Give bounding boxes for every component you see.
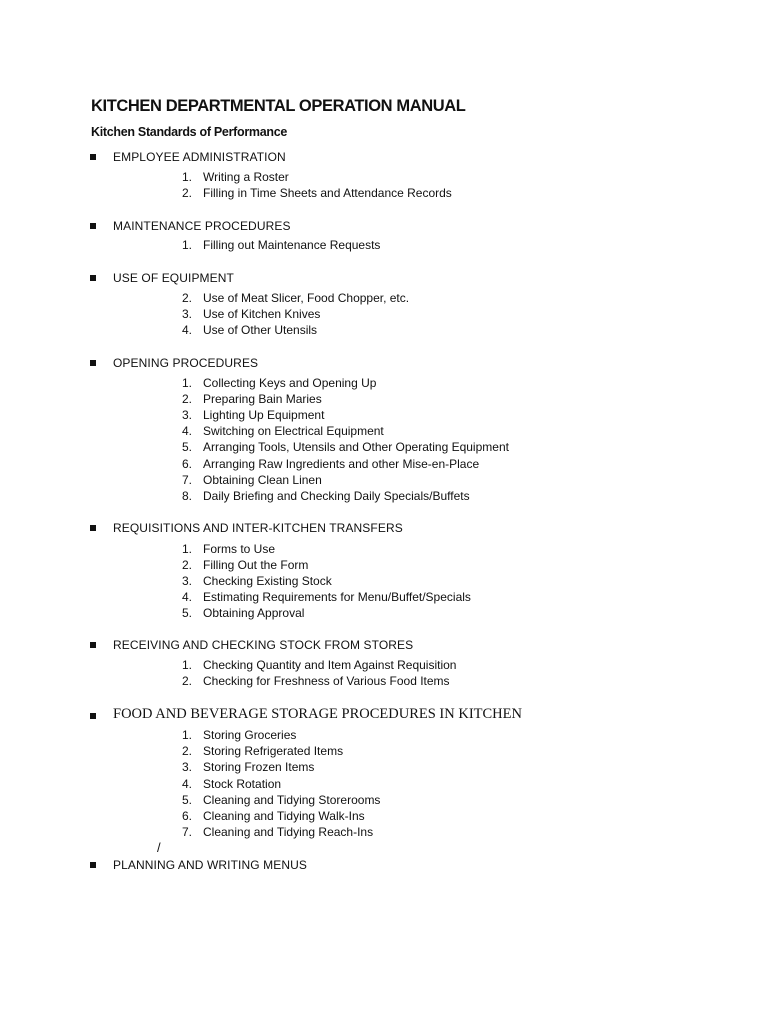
item-text: Storing Refrigerated Items xyxy=(203,744,344,758)
item-number: 3. xyxy=(181,408,192,422)
item-number: 5. xyxy=(181,793,192,807)
item-number: 3. xyxy=(181,307,192,321)
item-text: Obtaining Approval xyxy=(203,606,305,620)
list-item xyxy=(0,424,768,440)
item-text: Obtaining Clean Linen xyxy=(203,473,322,487)
item-text: Preparing Bain Maries xyxy=(203,392,322,406)
item-number: 3. xyxy=(181,574,192,588)
list-item xyxy=(0,170,768,186)
section-heading: RECEIVING AND CHECKING STOCK FROM STORES xyxy=(113,638,414,652)
page-subtitle: Kitchen Standards of Performance xyxy=(91,125,288,139)
item-text: Forms to Use xyxy=(203,542,276,556)
item-text: Filling in Time Sheets and Attendance Records xyxy=(203,186,452,200)
bullet-icon xyxy=(90,223,96,229)
bullet-icon xyxy=(90,154,96,160)
list-item xyxy=(0,307,768,323)
list-item xyxy=(0,809,768,825)
item-text: Cleaning and Tidying Walk-Ins xyxy=(203,809,365,823)
list-item xyxy=(0,760,768,776)
section-heading: PLANNING AND WRITING MENUS xyxy=(113,858,307,872)
list-item xyxy=(0,489,768,505)
list-item xyxy=(0,658,768,674)
bullet-icon xyxy=(90,862,96,868)
item-text: Filling Out the Form xyxy=(203,558,309,572)
bullet-icon xyxy=(90,713,96,719)
item-number: 1. xyxy=(181,728,192,742)
bullet-icon xyxy=(90,360,96,366)
section-heading: FOOD AND BEVERAGE STORAGE PROCEDURES IN KITCHEN xyxy=(113,706,522,722)
item-number: 1. xyxy=(181,542,192,556)
item-number: 1. xyxy=(181,658,192,672)
list-item xyxy=(0,186,768,202)
list-item xyxy=(0,457,768,473)
list-item xyxy=(0,408,768,424)
item-number: 1. xyxy=(181,170,192,184)
item-text: Stock Rotation xyxy=(203,777,282,791)
item-number: 4. xyxy=(181,777,192,791)
item-text: Daily Briefing and Checking Daily Specials/Buffets xyxy=(203,489,470,503)
item-text: Switching on Electrical Equipment xyxy=(203,424,384,438)
item-number: 6. xyxy=(181,457,192,471)
item-number: 2. xyxy=(181,291,192,305)
item-text: Arranging Tools, Utensils and Other Operating Equipment xyxy=(203,440,509,454)
list-item xyxy=(0,473,768,489)
list-item xyxy=(0,728,768,744)
item-number: 2. xyxy=(181,186,192,200)
list-item xyxy=(0,674,768,690)
item-number: 4. xyxy=(181,424,192,438)
item-text: Arranging Raw Ingredients and other Mise-en-Place xyxy=(203,457,480,471)
item-text: Lighting Up Equipment xyxy=(203,408,325,422)
item-text: Filling out Maintenance Requests xyxy=(203,238,381,252)
list-item xyxy=(0,777,768,793)
item-text: Cleaning and Tidying Storerooms xyxy=(203,793,381,807)
item-number: 1. xyxy=(181,238,192,252)
item-text: Use of Kitchen Knives xyxy=(203,307,321,321)
section-heading: OPENING PROCEDURES xyxy=(113,356,259,370)
page-title: KITCHEN DEPARTMENTAL OPERATION MANUAL xyxy=(91,97,466,115)
item-number: 2. xyxy=(181,392,192,406)
item-text: Use of Other Utensils xyxy=(203,323,318,337)
item-text: Cleaning and Tidying Reach-Ins xyxy=(203,825,374,839)
item-text: Checking Quantity and Item Against Requisition xyxy=(203,658,457,672)
item-text: Storing Frozen Items xyxy=(203,760,315,774)
section-heading: EMPLOYEE ADMINISTRATION xyxy=(113,150,286,164)
item-text: Writing a Roster xyxy=(203,170,289,184)
item-number: 3. xyxy=(181,760,192,774)
list-item xyxy=(0,606,768,622)
item-number: 4. xyxy=(181,323,192,337)
item-number: 7. xyxy=(181,473,192,487)
list-item xyxy=(0,291,768,307)
list-item xyxy=(0,440,768,456)
list-item xyxy=(0,793,768,809)
item-number: 6. xyxy=(181,809,192,823)
list-item xyxy=(0,376,768,392)
section-heading: REQUISITIONS AND INTER-KITCHEN TRANSFERS xyxy=(113,521,403,535)
item-text: Checking for Freshness of Various Food Items xyxy=(203,674,450,688)
section-heading: USE OF EQUIPMENT xyxy=(113,271,234,285)
item-text: Estimating Requirements for Menu/Buffet/Specials xyxy=(203,590,471,604)
item-text: Use of Meat Slicer, Food Chopper, etc. xyxy=(203,291,410,305)
item-number: 2. xyxy=(181,558,192,572)
item-text: Collecting Keys and Opening Up xyxy=(203,376,377,390)
item-number: 5. xyxy=(181,606,192,620)
item-text: Storing Groceries xyxy=(203,728,297,742)
list-item xyxy=(0,825,768,841)
section-heading: MAINTENANCE PROCEDURES xyxy=(113,219,291,233)
item-number: 8. xyxy=(181,489,192,503)
bullet-icon xyxy=(90,642,96,648)
item-number: 5. xyxy=(181,440,192,454)
list-item xyxy=(0,323,768,339)
item-number: 1. xyxy=(181,376,192,390)
list-item xyxy=(0,238,768,254)
item-number: 2. xyxy=(181,674,192,688)
list-item xyxy=(0,392,768,408)
bullet-icon xyxy=(90,275,96,281)
item-number: 7. xyxy=(181,825,192,839)
list-item xyxy=(0,744,768,760)
list-item xyxy=(0,574,768,590)
list-item xyxy=(0,590,768,606)
stray-slash-mark: / xyxy=(157,840,161,855)
item-text: Checking Existing Stock xyxy=(203,574,332,588)
bullet-icon xyxy=(90,525,96,531)
list-item xyxy=(0,542,768,558)
item-number: 2. xyxy=(181,744,192,758)
item-number: 4. xyxy=(181,590,192,604)
list-item xyxy=(0,558,768,574)
